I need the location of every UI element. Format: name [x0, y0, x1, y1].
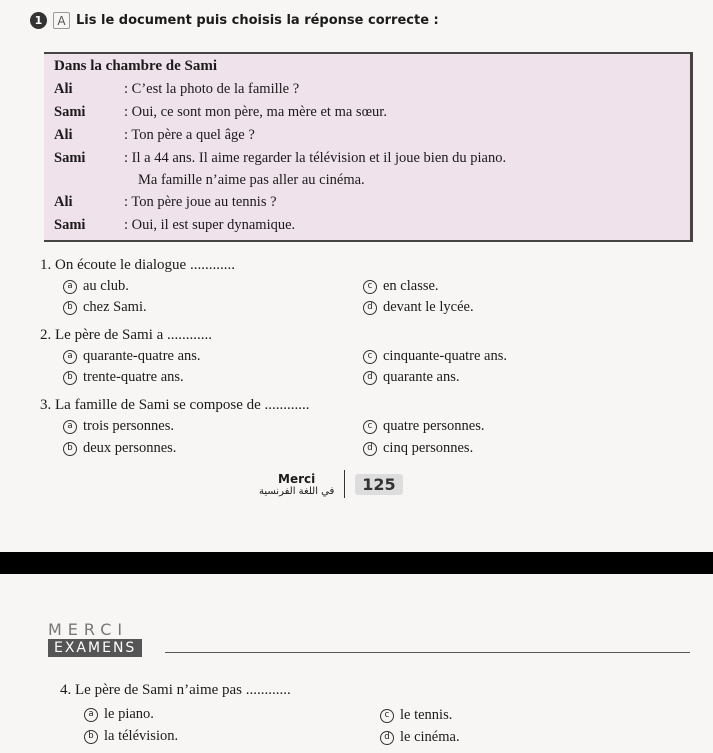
- speaker: Ali: [54, 127, 73, 143]
- option-1c[interactable]: [363, 278, 439, 295]
- merci-logo: [259, 472, 334, 497]
- speaker: Sami: [54, 217, 86, 233]
- option-2a[interactable]: [63, 348, 201, 365]
- option-3b[interactable]: [63, 440, 176, 457]
- dialog-line: [54, 217, 295, 234]
- dialog-text: : Oui, il est super dynamique.: [124, 217, 296, 233]
- option-1a[interactable]: [63, 278, 129, 295]
- option-text: la télévision.: [104, 728, 179, 744]
- option-text: chez Sami.: [83, 299, 147, 315]
- exercise-header: [30, 12, 439, 29]
- dialog-line: [54, 150, 506, 167]
- section-header: [48, 620, 142, 657]
- speaker: Sami: [54, 150, 86, 166]
- dialog-text: : Il a 44 ans. Il aime regarder la télévision et il joue bien du piano.: [124, 150, 507, 166]
- option-letter-a: a: [63, 350, 77, 364]
- page-separator: [0, 552, 713, 574]
- option-letter-b: b: [84, 730, 98, 744]
- divider: [344, 470, 345, 498]
- exercise-number-badge: 1: [30, 12, 47, 29]
- dialog-title: Dans la chambre de Sami: [54, 58, 218, 74]
- option-text: quatre personnes.: [383, 418, 485, 434]
- option-letter-c: c: [380, 709, 394, 723]
- brand-name: Merci: [278, 471, 316, 486]
- page-footer: [259, 470, 403, 498]
- option-3a[interactable]: [63, 418, 174, 435]
- option-letter-c: c: [363, 350, 377, 364]
- option-text: cinquante-quatre ans.: [383, 348, 508, 364]
- option-letter-d: d: [380, 731, 394, 745]
- exercise-letter-badge: A: [53, 12, 70, 29]
- option-letter-a: a: [63, 420, 77, 434]
- section-title: EXAMENS: [48, 639, 142, 657]
- option-text: le cinéma.: [400, 729, 460, 745]
- option-letter-a: a: [84, 708, 98, 722]
- question-3: 3. La famille de Sami se compose de ............: [40, 397, 310, 413]
- speaker: Ali: [54, 81, 73, 97]
- option-text: trois personnes.: [83, 418, 175, 434]
- option-letter-c: c: [363, 420, 377, 434]
- option-letter-b: b: [63, 371, 77, 385]
- option-text: au club.: [83, 278, 129, 294]
- option-text: en classe.: [383, 278, 439, 294]
- option-text: quarante ans.: [383, 369, 460, 385]
- option-2c[interactable]: [363, 348, 507, 365]
- option-letter-d: d: [363, 371, 377, 385]
- option-4d[interactable]: [380, 729, 460, 746]
- option-letter-c: c: [363, 280, 377, 294]
- option-text: deux personnes.: [83, 440, 177, 456]
- option-1d[interactable]: [363, 299, 474, 316]
- option-text: le piano.: [104, 706, 154, 722]
- option-1b[interactable]: [63, 299, 147, 316]
- option-letter-d: d: [363, 301, 377, 315]
- brand-subtitle: في اللغة الفرنسية: [259, 485, 335, 497]
- dialog-text: : C’est la photo de la famille ?: [124, 81, 300, 97]
- section-brand: MERCI: [48, 620, 129, 639]
- dialog-line: [54, 104, 387, 121]
- question-4: 4. Le père de Sami n’aime pas ............: [60, 682, 291, 698]
- option-4b[interactable]: [84, 728, 178, 745]
- option-letter-b: b: [63, 442, 77, 456]
- option-text: devant le lycée.: [383, 299, 474, 315]
- option-4c[interactable]: [380, 707, 452, 724]
- question-1: 1. On écoute le dialogue ............: [40, 257, 235, 273]
- option-4a[interactable]: [84, 706, 154, 723]
- instruction-text: Lis le document puis choisis la réponse correcte :: [76, 13, 439, 28]
- dialog-text: : Oui, ce sont mon père, ma mère et ma sœur.: [124, 104, 387, 120]
- option-2b[interactable]: [63, 369, 184, 386]
- speaker: Sami: [54, 104, 86, 120]
- dialog-continuation: Ma famille n’aime pas aller au cinéma.: [138, 172, 365, 188]
- dialog-box: [44, 52, 693, 242]
- option-text: le tennis.: [400, 707, 453, 723]
- option-text: quarante-quatre ans.: [83, 348, 201, 364]
- page-number: 125: [355, 474, 402, 495]
- dialog-text: : Ton père a quel âge ?: [124, 127, 255, 143]
- option-text: cinq personnes.: [383, 440, 474, 456]
- dialog-line: [54, 127, 255, 144]
- option-letter-a: a: [63, 280, 77, 294]
- dialog-text: : Ton père joue au tennis ?: [124, 194, 277, 210]
- question-2: 2. Le père de Sami a ............: [40, 327, 213, 343]
- option-text: trente-quatre ans.: [83, 369, 184, 385]
- dialog-line: [54, 81, 299, 98]
- option-3c[interactable]: [363, 418, 484, 435]
- section-rule: [165, 652, 690, 653]
- option-letter-d: d: [363, 442, 377, 456]
- option-letter-b: b: [63, 301, 77, 315]
- speaker: Ali: [54, 194, 73, 210]
- option-2d[interactable]: [363, 369, 460, 386]
- dialog-line: [54, 194, 277, 211]
- option-3d[interactable]: [363, 440, 473, 457]
